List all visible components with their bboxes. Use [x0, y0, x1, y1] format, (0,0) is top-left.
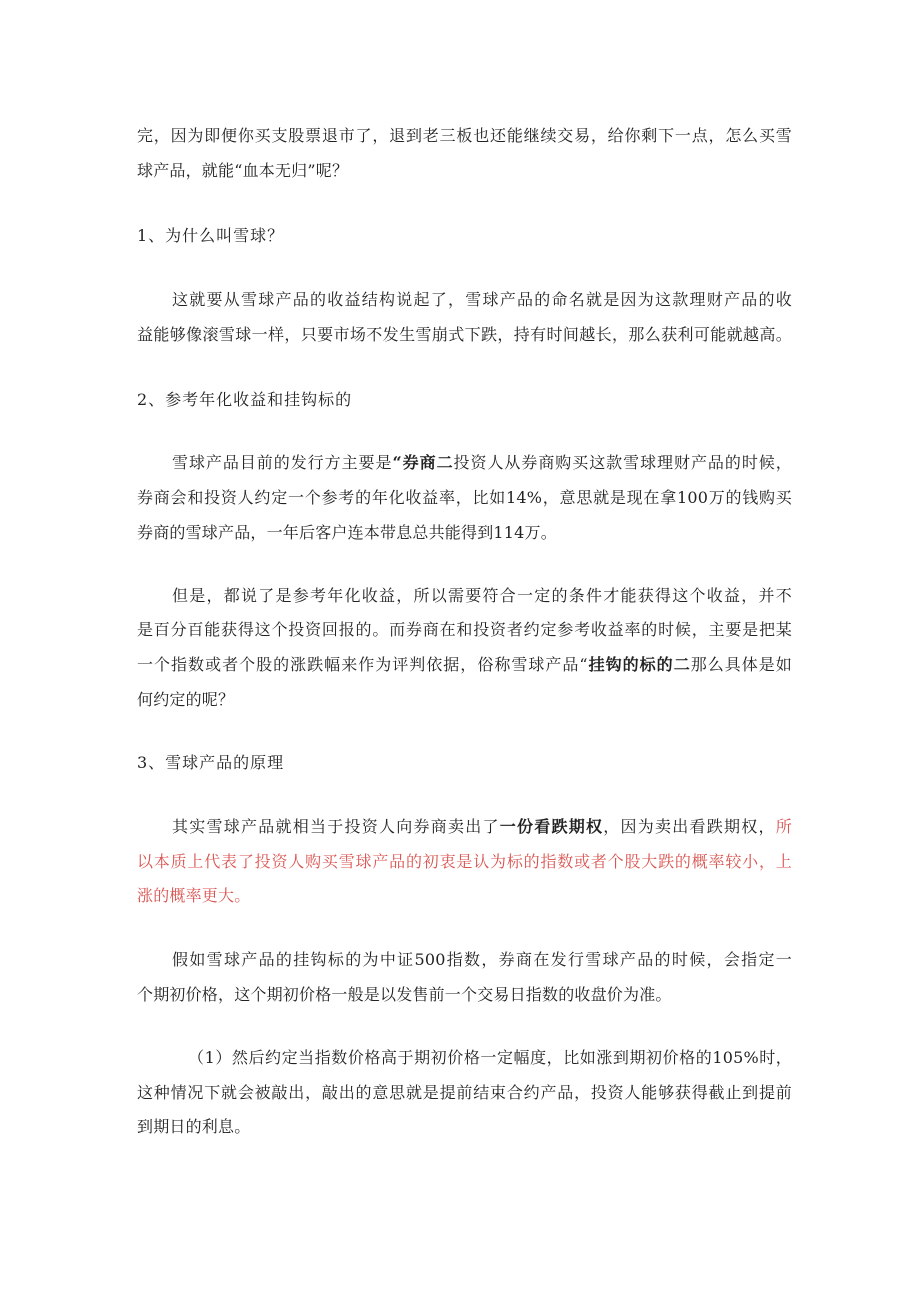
paragraph-intro-line-1: 完，因为即便你买支股票退市了，退到老三板也还能继续交易，给你剩下一点，怎么买雪	[137, 126, 792, 145]
paragraph-q2b-line-1: 但是，都说了是参考年化收益，所以需要符合一定的条件才能获得这个收益，并不	[172, 586, 792, 605]
bold-term: 一份看跌期权	[499, 817, 604, 836]
text-run: 投资人从券商购买这款雪球理财产品的时候，	[453, 453, 792, 472]
paragraph-q1-line-1: 这就要从雪球产品的收益结构说起了，雪球产品的命名就是因为这款理财产品的收	[172, 290, 792, 309]
paragraph-q2b-line-4: 何约定的呢？	[137, 690, 235, 709]
paragraph-intro-line-2: 球产品，就能“血本无归”呢？	[137, 161, 349, 180]
text-run: 雪球产品目前的发行方主要是	[172, 453, 393, 472]
text-run: 其实雪球产品就相当于投资人向券商卖出了	[172, 817, 500, 836]
section-heading-1: 1、为什么叫雪球？	[137, 226, 285, 245]
section-heading-2: 2、参考年化收益和挂钩标的	[137, 390, 353, 409]
paragraph-q3c-line-2: 这种情况下就会被敲出，敲出的意思就是提前结束合约产品，投资人能够获得截止到提前	[137, 1083, 792, 1102]
text-run: ，因为卖出看跌期权，	[603, 817, 776, 836]
paragraph-q1-line-2: 益能够像滚雪球一样，只要市场不发生雪崩式下跌，持有时间越长，那么获利可能就越高。	[137, 325, 792, 344]
paragraph-q2b-line-2: 是百分百能获得这个投资回报的。而券商在和投资者约定参考收益率的时候，主要是把某	[137, 620, 792, 639]
highlighted-text: 所	[775, 817, 792, 836]
text-run: 一个指数或者个股的涨跌幅来作为评判依据，俗称雪球产品“	[137, 655, 588, 674]
paragraph-q2a-line-1	[172, 451, 792, 475]
paragraph-q2a-line-2: 券商会和投资人约定一个参考的年化收益率，比如14%，意思就是现在拿100万的钱购买	[137, 488, 792, 507]
section-heading-3: 3、雪球产品的原理	[137, 753, 285, 772]
paragraph-q3c-line-3: 到期日的利息。	[137, 1117, 251, 1136]
paragraph-q3a-line-1	[172, 815, 792, 839]
paragraph-q3a-line-3: 涨的概率更大。	[137, 886, 251, 905]
paragraph-q2b-line-3	[137, 653, 792, 677]
paragraph-q3b-line-2: 个期初价格，这个期初价格一般是以发售前一个交易日指数的收盘价为准。	[137, 985, 672, 1004]
text-run: 那么具体是如	[690, 655, 792, 674]
paragraph-q3a-line-2: 以本质上代表了投资人购买雪球产品的初衷是认为标的指数或者个股大跌的概率较小，上	[137, 852, 792, 871]
bold-term: “券商二	[392, 453, 454, 472]
paragraph-q3c-line-1: （1）然后约定当指数价格高于期初价格一定幅度，比如涨到期初价格的105%时，	[188, 1048, 792, 1067]
bold-term: 挂钩的标的二	[587, 655, 691, 674]
paragraph-q3b-line-1: 假如雪球产品的挂钩标的为中证500指数，券商在发行雪球产品的时候，会指定一	[172, 950, 792, 969]
paragraph-q2a-line-3: 券商的雪球产品，一年后客户连本带息总共能得到114万。	[137, 523, 557, 542]
